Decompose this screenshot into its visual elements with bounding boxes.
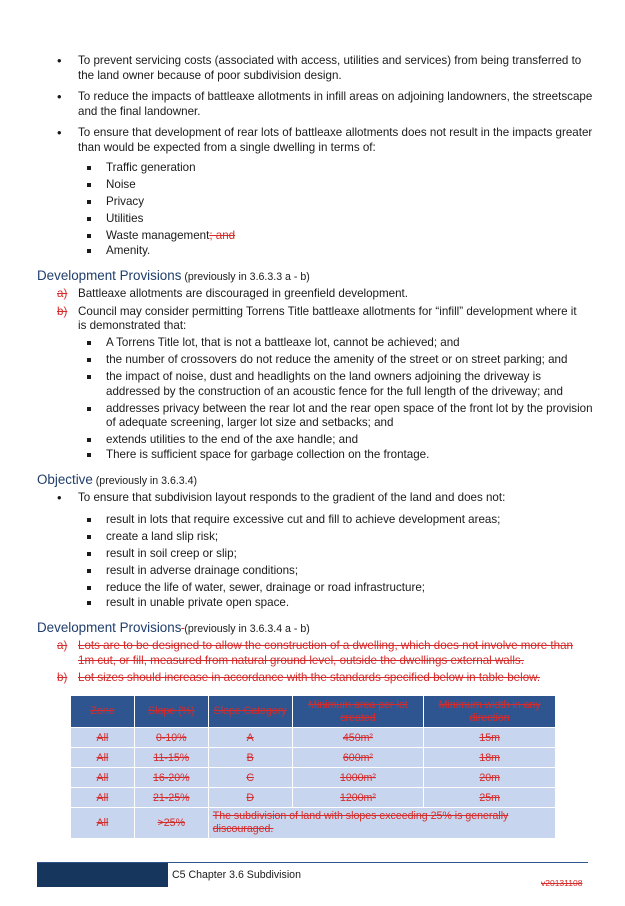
- heading-subtitle: [181, 623, 309, 635]
- deleted-text: Lots are to be designed to allow the construction of a dwelling, which does not involve more than 1m cut, or fill, measured from natural ground level, outside the dwellings external walls.: [78, 639, 573, 667]
- footer-color-block: [37, 863, 168, 887]
- section-heading: [37, 472, 197, 487]
- table-row: [71, 808, 556, 839]
- heading-subtitle: (previously in 3.6.3.4): [92, 475, 198, 487]
- impact-item-waste: [86, 229, 596, 244]
- impact-item: Noise: [86, 178, 596, 193]
- intro-bullet-list: [57, 54, 597, 83]
- footer-chapter: C5 Chapter 3.6 Subdivision: [172, 869, 301, 881]
- objective-item: result in soil creep or slip;: [86, 547, 596, 562]
- deleted-text: ; and: [209, 229, 236, 242]
- table-header-row: [71, 696, 556, 728]
- table-cell: 21-25%: [134, 788, 208, 808]
- impacts-list: [86, 161, 596, 258]
- table-header: Minimum width in any direction: [424, 696, 556, 728]
- table-header: Slope (%): [134, 696, 208, 728]
- waste-label: Waste management: [106, 229, 210, 242]
- table-cell: 20m: [424, 768, 556, 788]
- slope-table: [70, 695, 556, 839]
- objective-item: result in adverse drainage conditions;: [86, 564, 596, 579]
- impact-item: Privacy: [86, 195, 596, 210]
- objective-bullet-list: [57, 491, 597, 506]
- version-stamp: v20131108: [541, 878, 583, 888]
- objective-conditions-list: [86, 513, 596, 610]
- table-cell: All: [71, 728, 135, 748]
- table-cell: All: [71, 748, 135, 768]
- battleaxe-conditions-list: [86, 336, 596, 462]
- table-cell: All: [71, 788, 135, 808]
- heading-subtitle: (previously in 3.6.3.3 a - b): [181, 271, 310, 283]
- intro-bullet-list: [57, 90, 597, 119]
- table-cell: 25m: [424, 788, 556, 808]
- heading-title: Development Provisions: [37, 268, 182, 283]
- impact-item: Utilities: [86, 212, 596, 227]
- intro-bullet-list: [57, 126, 597, 155]
- table-cell: A: [208, 728, 292, 748]
- objective-item: create a land slip risk;: [86, 530, 596, 545]
- heading-subtitle-text: (previously in 3.6.3.4 a - b): [184, 623, 310, 635]
- condition-item: the impact of noise, dust and headlights on the land owners adjoining the driveway is addressed by the construction of an acoustic fence for the full length of the driveway; and: [86, 370, 596, 399]
- impact-item-amenity: Amenity.: [86, 244, 596, 259]
- table-row: [71, 788, 556, 808]
- intro-bullet: • To prevent servicing costs (associated with access, utilities and services) from being transferred to the land owner because of poor subdivision design.: [57, 54, 597, 83]
- section-heading: [37, 620, 310, 635]
- table-cell: All: [71, 808, 135, 839]
- condition-item: the number of crossovers do not reduce the amenity of the street or on street parking; and: [86, 353, 596, 368]
- table-cell: >25%: [134, 808, 208, 839]
- provision-item: [57, 671, 587, 686]
- table-cell: 1200m²: [292, 788, 424, 808]
- table-row: [71, 768, 556, 788]
- item-text: Council may consider permitting Torrens Title battleaxe allotments for “infill” development where it is demonstrated that:: [78, 304, 577, 332]
- item-marker: b): [57, 671, 68, 684]
- section-heading: [37, 268, 310, 283]
- table-cell: C: [208, 768, 292, 788]
- intro-bullet: • To ensure that development of rear lots of battleaxe allotments does not result in the impacts greater than would be expected from a single dwelling in terms of:: [57, 126, 597, 155]
- table-cell: 1000m²: [292, 768, 424, 788]
- condition-item: A Torrens Title lot, that is not a battleaxe lot, cannot be achieved; and: [86, 336, 596, 351]
- provision-item: [57, 287, 587, 302]
- table-cell: B: [208, 748, 292, 768]
- table-header: Minimum area per lot created: [292, 696, 424, 728]
- table-cell: 600m²: [292, 748, 424, 768]
- item-marker: b): [57, 304, 68, 318]
- objective-bullet: • To ensure that subdivision layout responds to the gradient of the land and does not:: [57, 491, 597, 506]
- table-cell: 11-15%: [134, 748, 208, 768]
- table-cell: 15m: [424, 728, 556, 748]
- table-cell-note: The subdivision of land with slopes exceeding 25% is generally discouraged.: [208, 808, 555, 839]
- table-cell: All: [71, 768, 135, 788]
- provision-item: [57, 639, 587, 668]
- deleted-text: Lot sizes should increase in accordance with the standards specified below in table below.: [78, 671, 541, 684]
- objective-item: result in lots that require excessive cut and fill to achieve development areas;: [86, 513, 596, 528]
- table-header: Zone: [71, 696, 135, 728]
- heading-title: Development Provisions: [37, 620, 182, 635]
- provision-item: [57, 305, 587, 334]
- table-row: [71, 748, 556, 768]
- intro-bullet: • To reduce the impacts of battleaxe allotments in infill areas on adjoining landowners, the streetscape and the final landowner.: [57, 90, 597, 119]
- table-header: Slope Category: [208, 696, 292, 728]
- impact-item: Traffic generation: [86, 161, 596, 176]
- condition-item: addresses privacy between the rear lot and the rear open space of the front lot by the provision of adequate screening, larger lot size and setbacks; and: [86, 402, 596, 431]
- condition-item: extends utilities to the end of the axe handle; and: [86, 433, 596, 448]
- table-cell: 0-10%: [134, 728, 208, 748]
- item-marker: a): [57, 639, 68, 652]
- heading-title: Objective: [37, 472, 93, 487]
- table-cell: 18m: [424, 748, 556, 768]
- item-marker: a): [57, 287, 68, 300]
- table-cell: 16-20%: [134, 768, 208, 788]
- objective-item: reduce the life of water, sewer, drainage or road infrastructure;: [86, 581, 596, 596]
- objective-item: result in unable private open space.: [86, 596, 596, 611]
- table-row: [71, 728, 556, 748]
- provision-list: [57, 287, 587, 334]
- table-cell: 450m²: [292, 728, 424, 748]
- table-cell: D: [208, 788, 292, 808]
- slope-provision-list: [57, 639, 587, 686]
- item-text: Battleaxe allotments are discouraged in greenfield development.: [78, 287, 408, 300]
- condition-item: There is sufficient space for garbage collection on the frontage.: [86, 448, 596, 463]
